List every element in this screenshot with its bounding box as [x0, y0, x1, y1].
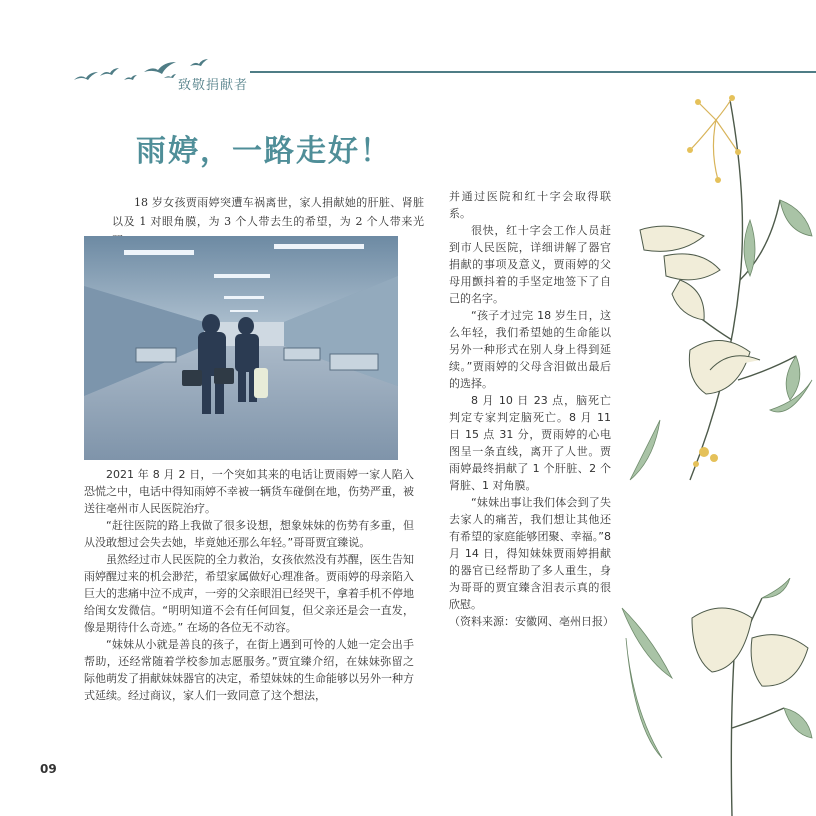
- paragraph: “孩子才过完 18 岁生日，这么年轻，我们希望她的生命能以另外一种形式在别人身上得到延续。”贾雨婷的父母含泪做出最后的选择。: [449, 309, 611, 390]
- paragraph: 并通过医院和红十字会取得联系。: [449, 190, 611, 220]
- paragraph: “妹妹出事让我们体会到了失去家人的痛苦，我们想让其他还有希望的家庭能够团聚、幸福。”8 月 14 日，得知妹妹贾雨婷捐献的器官已经帮助了多人重生，身为哥哥的贾宜臻含泪表示真的很欣慰。: [449, 496, 611, 611]
- paragraph: 2021 年 8 月 2 日，一个突如其来的电话让贾雨婷一家人陷入恐慌之中，电话中得知雨婷不幸被一辆货车碰倒在地，伤势严重，被送往亳州市人民医院治疗。: [84, 468, 414, 515]
- paragraph: “赶往医院的路上我做了很多设想，想象妹妹的伤势有多重，但从没敢想过会失去她，毕竟她还那么年轻。”哥哥贾宜臻说。: [84, 519, 414, 549]
- source-note: （资料来源：安徽网、亳州日报）: [449, 615, 614, 628]
- header-divider: [250, 71, 816, 73]
- paragraph: 8 月 10 日 23 点，脑死亡判定专家判定脑死亡。8 月 11 日 15 点 31 分，贾雨婷的心电图呈一条直线，离开了人世。贾雨婷最终捐献了 1 个肝脏、2 个肾脏、1 对角膜。: [449, 394, 611, 492]
- paragraph: 虽然经过市人民医院的全力救治，女孩依然没有苏醒，医生告知雨婷醒过来的机会渺茫，希望家属做好心理准备。贾雨婷的母亲陷入巨大的悲痛中泣不成声，一旁的父亲眼泪已经哭干，拿着手机不停地给闺女发微信。“明明知道不会有任何回复，但父亲还是会一直发，像是期待什么奇迹。” 在场的各位无不动容。: [84, 553, 414, 634]
- section-label: 致敬捐献者: [178, 78, 249, 93]
- page-number: 09: [40, 762, 57, 776]
- article-intro: 18 岁女孩贾雨婷突遭车祸离世，家人捐献她的肝脏、肾脏以及 1 对眼角膜，为 3 个人带去生的希望，为 2 个人带来光: [112, 196, 424, 228]
- paragraph: “妹妹从小就是善良的孩子，在街上遇到可怜的人她一定会出手帮助，还经常随着学校参加志愿服务。”贾宜臻介绍，在妹妹弥留之际他萌发了捐献妹妹器官的决定，希望妹妹的生命能够以另外一种方式延续。经过商议，家人们一致同意了这个想法，: [84, 638, 414, 702]
- paragraph: 很快，红十字会工作人员赶到市人民医院，详细讲解了器官捐献的事项及意义，贾雨婷的父母用颤抖着的手坚定地签下了自己的名字。: [449, 224, 611, 305]
- body-left-column: [84, 466, 414, 704]
- article-title: 雨婷，一路走好！: [136, 134, 392, 169]
- ginkgo-leaf-branch-icon: [612, 578, 816, 816]
- hospital-corridor-photo: [84, 236, 398, 460]
- body-right-column: [449, 188, 614, 630]
- botanical-flower-branch-icon: [620, 80, 816, 500]
